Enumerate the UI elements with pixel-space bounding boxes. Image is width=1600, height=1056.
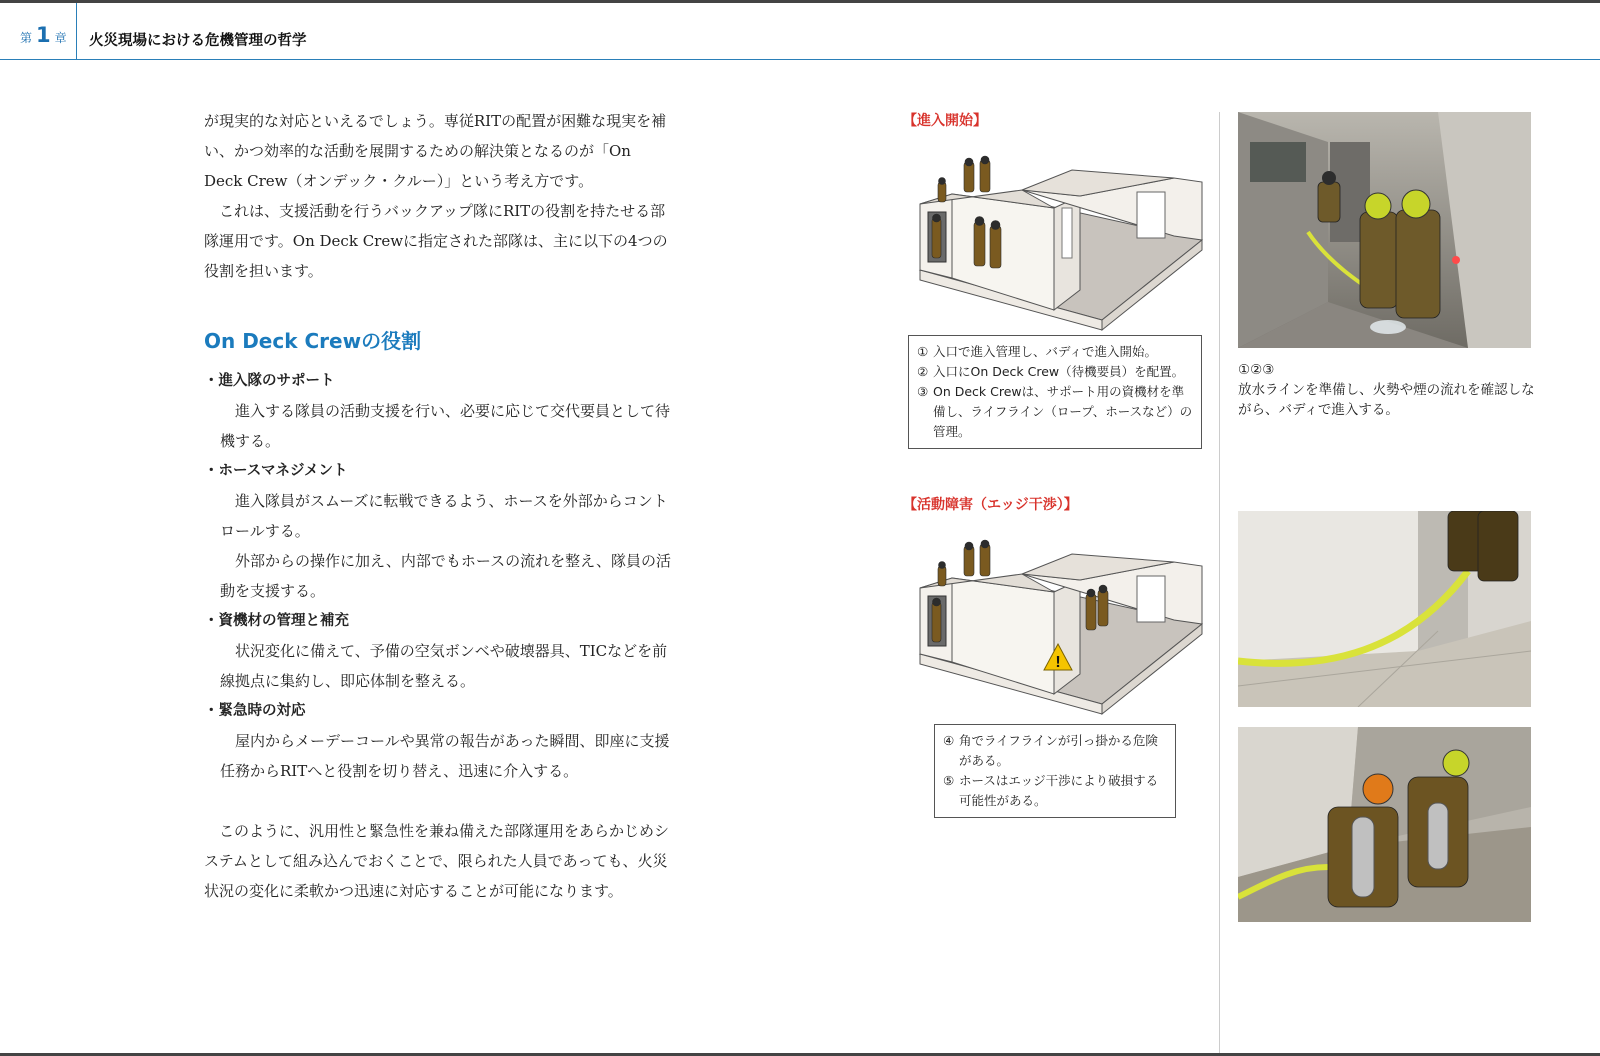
- entry-caption-box: [908, 335, 1202, 449]
- hazard-caption-5: ⑤ ホースはエッジ干渉により破損する可能性がある。: [943, 773, 1159, 808]
- chapter-number: 1: [36, 23, 51, 47]
- intro-paragraph-1: が現実的な対応といえるでしょう。専従RITの配置が困難な現実を補い、かつ効率的な活動を展開するための解決策となるのが「On Deck Crew（オンデック・クルー）」という考え方です。: [204, 112, 667, 190]
- photo-caption-marks: ①②③: [1238, 362, 1275, 378]
- hazard-caption-4: ④ 角でライフラインが引っ掛かる危険がある。: [943, 733, 1158, 768]
- entry-caption-1: ① 入口で進入管理し、バディで進入開始。: [917, 344, 1158, 359]
- entry-caption-2: ② 入口にOn Deck Crew（待機要員）を配置。: [917, 364, 1185, 379]
- hazard-figure-label: 【活動障害（エッジ干渉）】: [903, 497, 1078, 513]
- chapter-title: 火災現場における危機管理の哲学: [89, 33, 307, 49]
- entry-room-diagram: [912, 148, 1212, 333]
- section-title: On Deck Crewの役割: [204, 329, 422, 353]
- role-body-support: 進入する隊員の活動支援を行い、必要に応じて交代要員として待機する。: [220, 402, 671, 450]
- role-heading-equipment: ・資機材の管理と補充: [204, 613, 349, 629]
- hose-corner-photo: [1238, 511, 1531, 707]
- role-heading-hose: ・ホースマネジメント: [204, 463, 348, 479]
- page-header: [0, 3, 1600, 60]
- body-text-column: [204, 106, 674, 906]
- role-body-hose-1: 進入隊員がスムーズに転戦できるよう、ホースを外部からコントロールする。: [220, 492, 668, 540]
- closing-paragraph: このように、汎用性と緊急性を兼ね備えた部隊運用をあらかじめシステムとして組み込んでおくことで、限られた人員であっても、火災状況の変化に柔軟かつ迅速に対応することが可能になります。: [204, 822, 670, 900]
- intro-paragraph-2: これは、支援活動を行うバックアップ隊にRITの役割を持たせる部隊運用です。On Deck Crewに指定された部隊は、主に以下の4つの役割を担います。: [204, 202, 668, 280]
- corridor-entry-photo: [1238, 112, 1531, 348]
- role-heading-support: ・進入隊のサポート: [204, 373, 335, 389]
- crew-kneeling-photo: [1238, 727, 1531, 922]
- entry-figure-label: 【進入開始】: [903, 113, 987, 129]
- hazard-caption-box: [934, 724, 1176, 818]
- role-body-equipment: 状況変化に備えて、予備の空気ボンベや破壊器具、TICなどを前線拠点に集約し、即応体制を整える。: [220, 642, 668, 690]
- chapter-suffix: 章: [54, 31, 67, 45]
- chapter-label: [20, 25, 67, 46]
- column-divider: [1219, 112, 1220, 1056]
- role-list: [204, 366, 674, 786]
- chapter-prefix: 第: [20, 31, 33, 45]
- role-body-hose-2: 外部からの操作に加え、内部でもホースの流れを整え、隊員の活動を支援する。: [220, 552, 672, 600]
- entry-caption-3: ③ On Deck Crewは、サポート用の資機材を準備し、ライフライン（ロープ、ホースなど）の管理。: [917, 384, 1193, 439]
- photo-caption-text: 放水ラインを準備し、火勢や煙の流れを確認しながら、バディで進入する。: [1238, 382, 1535, 418]
- header-divider: [76, 3, 77, 60]
- photo-caption: [1238, 360, 1538, 420]
- role-heading-emergency: ・緊急時の対応: [204, 703, 306, 719]
- role-body-emergency: 屋内からメーデーコールや異常の報告があった瞬間、即座に支援任務からRITへと役割を切り替え、迅速に介入する。: [220, 732, 670, 780]
- warning-symbol: !: [1055, 654, 1061, 671]
- hazard-room-diagram: [912, 532, 1212, 717]
